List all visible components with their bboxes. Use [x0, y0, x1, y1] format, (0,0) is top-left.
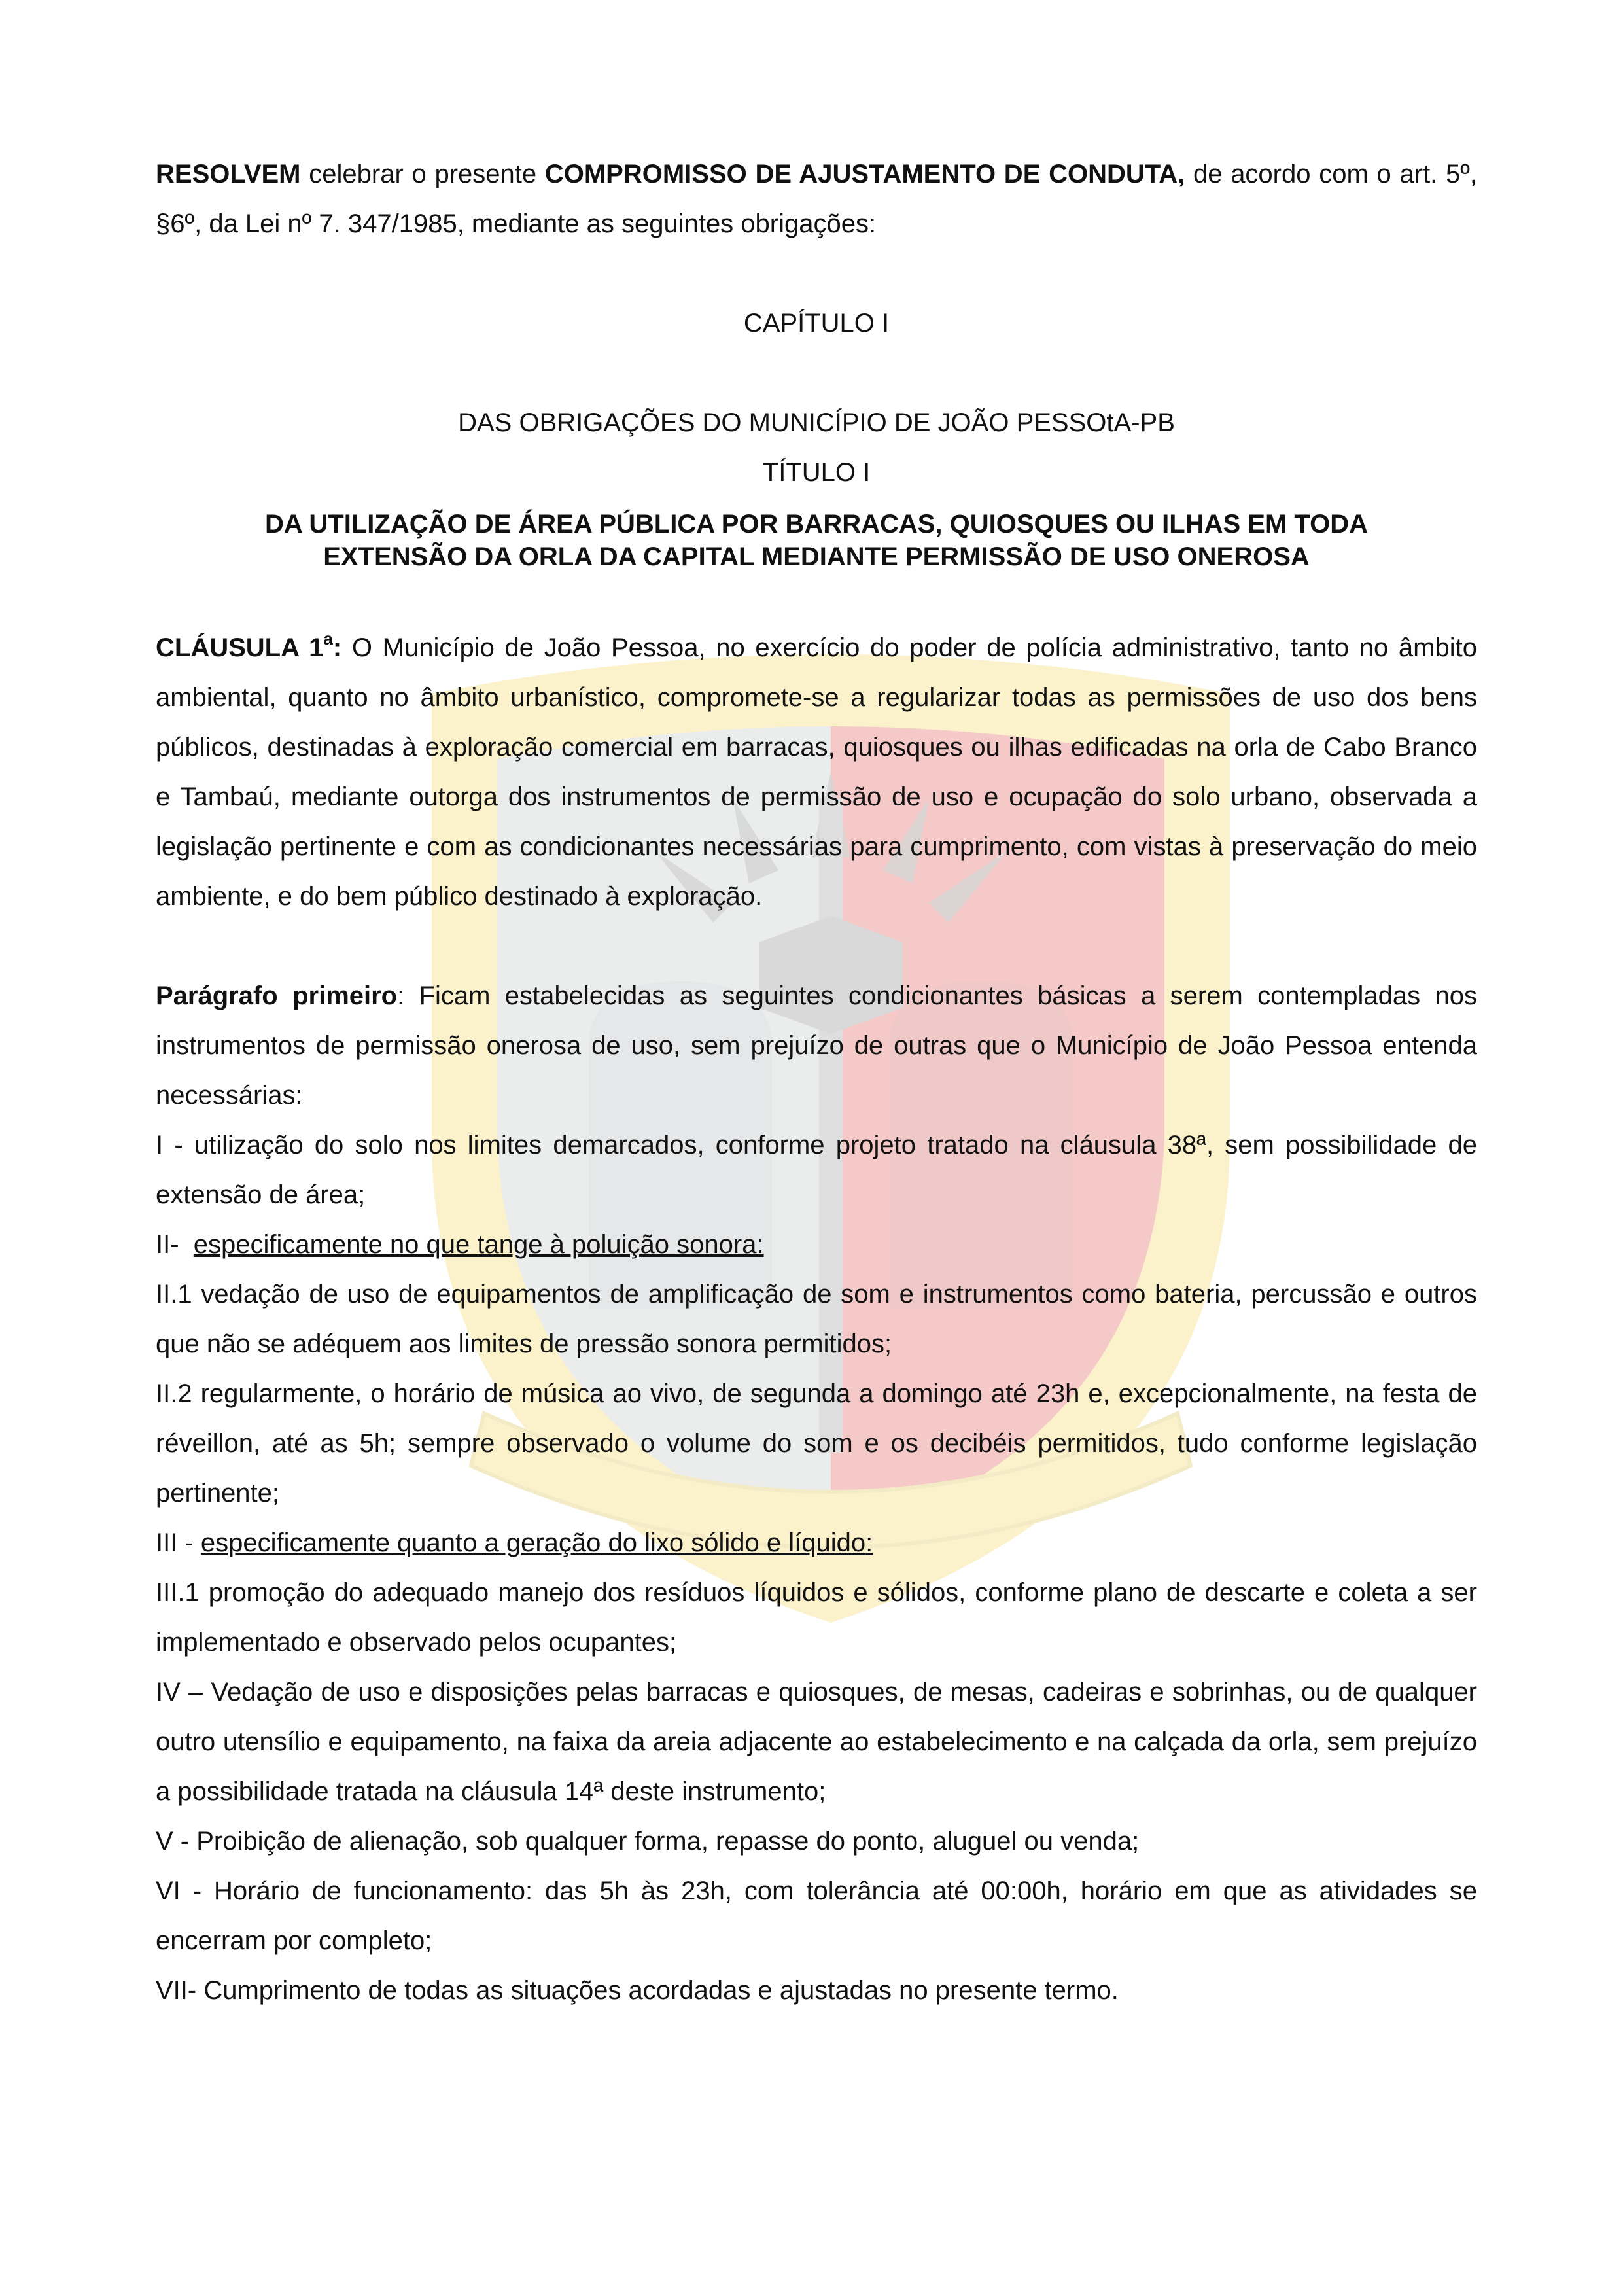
item-ii	[156, 1220, 1477, 1269]
item-ii-1: II.1 vedação de uso de equipamentos de amplificação de som e instrumentos como bateria, percussão e outros que não se adéquem aos limites de pressão sonora permitidos;	[156, 1280, 1477, 1358]
clause-1	[156, 623, 1477, 921]
clause-1-label: CLÁUSULA 1	[156, 633, 324, 662]
clause-1-colon: :	[332, 633, 342, 662]
title-heading: TÍTULO I	[762, 458, 871, 487]
item-vi: VI - Horário de funcionamento: das 5h às 23h, com tolerância até 00:00h, horário em que as atividades se encerram por completo;	[156, 1877, 1477, 1955]
chapter-heading: CAPÍTULO I	[743, 309, 890, 338]
cac-title: COMPROMISSO DE AJUSTAMENTO DE CONDUTA,	[544, 160, 1185, 188]
clause-1-ordinal: a	[323, 629, 333, 648]
title-subject-heading	[156, 508, 1477, 573]
item-iii-underlined: especificamente quanto a geração do lixo sólido e líquido	[200, 1528, 866, 1557]
clause-1-text: O Município de João Pessoa, no exercício do poder de polícia administrativo, tanto no âmbito ambiental, quanto no âmbito urbanístico, compromete-se a regularizar todas as permissões de uso dos bens públicos, destinadas à exploração comercial em barracas, quiosques ou ilhas edificadas na orla de Cabo Branco e Tambaú, mediante outorga dos instrumentos de permissão de uso e ocupação do solo urbano, observada a legislação pertinente e com as condicionantes necessárias para cumprimento, com vistas à preservação do meio ambiente, e do bem público destinado à exploração.	[156, 633, 1477, 911]
paragraph-primeiro-text: : Ficam estabelecidas as seguintes condicionantes básicas a serem contempladas nos instrumentos de permissão onerosa de uso, sem prejuízo de outras que o Município de João Pessoa entenda necessárias:	[156, 981, 1477, 1110]
intro-paragraph	[156, 149, 1477, 249]
item-iii-1: III.1 promoção do adequado manejo dos resíduos líquidos e sólidos, conforme plano de descarte e coleta a ser implementado e observado pelos ocupantes;	[156, 1578, 1477, 1657]
title-subject-line-2: EXTENSÃO DA ORLA DA CAPITAL MEDIANTE PERMISSÃO DE USO ONEROSA	[323, 542, 1310, 571]
item-iv: IV – Vedação de uso e disposições pelas barracas e quiosques, de mesas, cadeiras e sobrinhas, ou de qualquer outro utensílio e equipamento, na faixa da areia adjacente ao estabelecimento e na calçada da orla, sem prejuízo a possibilidade tratada na cláusula 14ª deste instrumento;	[156, 1678, 1477, 1806]
intro-text-1: celebrar o presente	[300, 160, 545, 188]
item-ii-prefix: II-	[156, 1230, 194, 1259]
item-iii-prefix: III -	[156, 1528, 201, 1557]
obligations-heading: DAS OBRIGAÇÕES DO MUNICÍPIO DE JOÃO PESSOtA-PB	[458, 408, 1175, 437]
item-vii: VII- Cumprimento de todas as situações acordadas e ajustadas no presente termo.	[156, 1976, 1119, 2005]
item-i: I - utilização do solo nos limites demarcados, conforme projeto tratado na cláusula 38ª, sem possibilidade de extensão de área;	[156, 1131, 1477, 1209]
paragraph-primeiro	[156, 971, 1477, 1120]
paragraph-primeiro-label: Parágrafo primeiro	[156, 981, 398, 1010]
item-iii	[156, 1518, 1477, 1568]
document-page	[156, 149, 1477, 2015]
item-ii-underlined: especificamente no que tange à poluição sonora:	[193, 1230, 764, 1259]
intro-text-2: de acordo com o art. 5º, §6º, da Lei nº 7. 347/1985, mediante as seguintes obrigações:	[156, 160, 1477, 238]
item-ii-2: II.2 regularmente, o horário de música ao vivo, de segunda a domingo até 23h e, excepcionalmente, na festa de réveillon, até as 5h; sempre observado o volume do som e os decibéis permitidos, tudo conforme legislação pertinente;	[156, 1379, 1477, 1508]
item-iii-suffix: :	[865, 1528, 873, 1557]
item-v: V - Proibição de alienação, sob qualquer forma, repasse do ponto, aluguel ou venda;	[156, 1827, 1140, 1856]
title-subject-line-1: DA UTILIZAÇÃO DE ÁREA PÚBLICA POR BARRACAS, QUIOSQUES OU ILHAS EM TODA	[265, 510, 1368, 539]
resolvem-word: RESOLVEM	[156, 160, 301, 188]
